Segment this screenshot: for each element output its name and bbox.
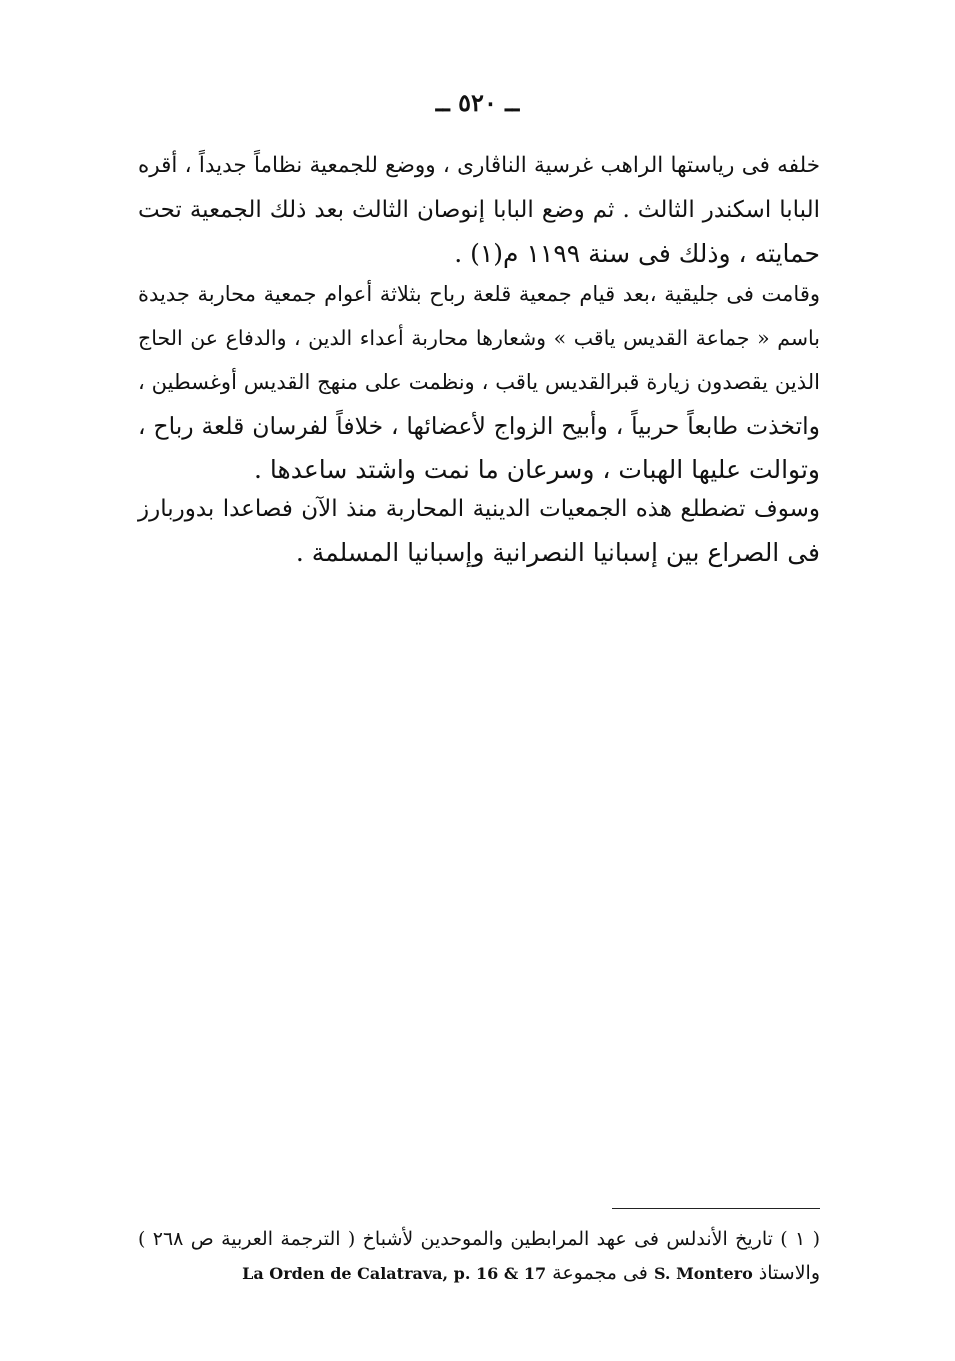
footnote-text: والاستاذ xyxy=(758,1262,820,1284)
paragraph-2 xyxy=(138,272,820,492)
page-number: ــ ٥٢٠ ــ xyxy=(435,88,520,117)
paragraph-line: حمايته ، وذلك فى سنة ١١٩٩ م(١) . xyxy=(454,239,820,268)
footnote-text: فى مجموعة xyxy=(552,1262,648,1284)
footnote-line-2 xyxy=(138,1256,820,1291)
paragraph-line: خلفه فى رياستها الراهب غرسية الناڤارى ، ووضع للجمعية نظاماً جديداً ، أقره xyxy=(138,153,820,178)
paragraph-line: وقامت فى جليقية ،بعد قيام جمعية قلعة رباح بثلاثة أعوام جمعية محاربة جديدة xyxy=(138,282,820,306)
paragraph-line: فى الصراع بين إسبانيا النصرانية وإسبانيا المسلمة . xyxy=(295,538,820,567)
paragraph-line: واتخذت طابعاً حربياً ، وأبيح الزواج لأعضائها ، خلافاً لفرسان قلعة رباح ، xyxy=(138,412,820,440)
paragraph-3 xyxy=(138,487,820,575)
footnote-line-1: ( ١ ) تاريخ الأندلس فى عهد المرابطين والموحدين لأشباخ ( الترجمة العربية ص ٢٦٨ ) xyxy=(138,1228,820,1250)
paragraph-line: وتوالت عليها الهبات ، وسرعان ما نمت واشتد ساعدها . xyxy=(254,455,820,484)
footnote-divider xyxy=(612,1208,820,1209)
footnote-source-title: La Orden de Calatrava, p. 16 & 17 xyxy=(242,1264,547,1283)
paragraph-line: الذين يقصدون زيارة قبرالقديس ياقب ، ونظمت على منهج القديس أوغسطين ، xyxy=(138,370,820,394)
footnote-author: S. Montero xyxy=(653,1264,753,1283)
paragraph-1 xyxy=(138,144,820,276)
paragraph-line: باسم « جماعة القديس ياقب » وشعارها محاربة أعداء الدين ، والدفاع عن الحاج xyxy=(138,326,820,350)
paragraph-line: وسوف تضطلع هذه الجمعيات الدينية المحاربة منذ الآن فصاعدا بدوربارز xyxy=(138,496,820,522)
paragraph-line: البابا اسكندر الثالث . ثم وضع البابا إنوصان الثالث بعد ذلك الجمعية تحت xyxy=(138,197,820,223)
